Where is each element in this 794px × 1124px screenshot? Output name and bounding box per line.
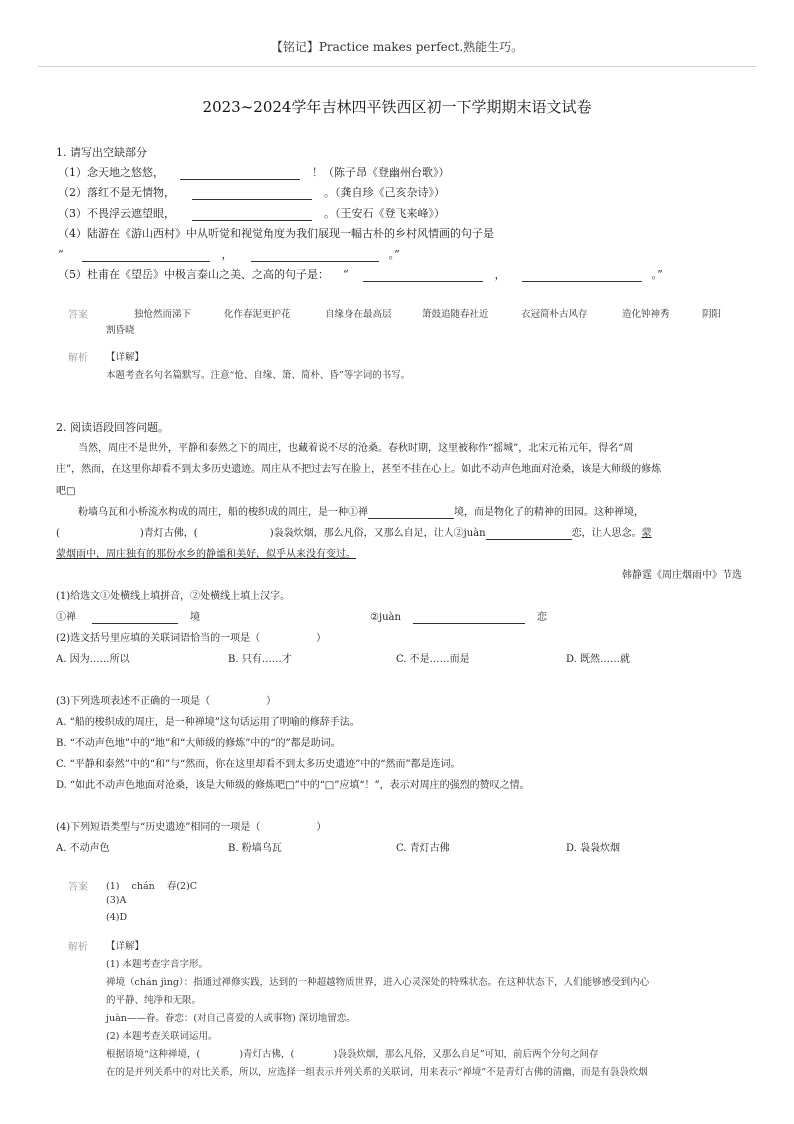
q2-heading: 2. 阅读语段回答问题。	[56, 421, 169, 434]
q1-item-4-blanks	[58, 248, 400, 262]
q2-analysis-line6: 根据语境“这种禅境，( )青灯古佛，( )袅袅炊烟，那么凡俗，又那么自足”可知，前后两个分句之间存	[106, 1049, 599, 1060]
q2-sub3	[56, 695, 276, 708]
q1-item-5-open: “	[343, 268, 349, 281]
q1-item-5-comma: ，	[494, 268, 506, 281]
page-title: 2023~2024学年吉林四平铁西区初一下学期期末语文试卷	[202, 98, 592, 116]
q1-answer-5: 衣冠简朴古风存	[521, 309, 588, 320]
header-divider	[38, 66, 756, 67]
motto-header: 【铭记】Practice makes perfect.熟能生巧。	[270, 40, 524, 54]
q1-analysis-tag: 【详解】	[106, 352, 145, 363]
q1-answer-7: 阴阳	[702, 309, 722, 320]
q2-sub4-close: ）	[316, 822, 327, 833]
q2-sub1-blanks	[56, 611, 200, 624]
q2-analysis-line3: 的平静、纯净和无限。	[106, 995, 202, 1006]
q2-answer-1: (1) chán 春(2)C	[106, 881, 198, 892]
q2-p2-line1b: 境，而是物化了的精神的田园。这种禅境，	[454, 507, 644, 518]
q2-sub3-opt-c[interactable]: C. “平静和泰然”中的“和”与“然而，你在这里却看不到太多历史遗迹”中的“然而”都是连词。	[56, 759, 461, 770]
q2-sub3-text: (3)下列选项表述不正确的一项是（	[56, 696, 211, 707]
q2-analysis-line2: 禅境（chán jìng）：指通过禅修实践，达到的一种超越物质世界，进入心灵深处的特殊状态。在这种状态下，人们能够感受到内心	[106, 977, 650, 988]
q2-sub1-a-pre: ①禅	[56, 612, 76, 623]
q2-p2-line2c: )袅袅炊烟，那么凡俗，又那么自足，让人②juàn	[269, 528, 486, 539]
q1-answer-label: 答案	[68, 310, 88, 321]
q1-answer-6: 造化钟神秀	[622, 309, 670, 320]
q2-sub4-text: (4)下列短语类型与“历史遗迹”相同的一项是（	[56, 822, 261, 833]
q2-p2-line3: 蒙烟雨中，周庄独有的那份水乡的静谧和美好，似乎从来没有变过。	[56, 549, 356, 560]
q2-sub4-opt-d[interactable]: D. 袅袅炊烟	[566, 843, 621, 854]
q2-analysis-tag: 【详解】	[106, 941, 145, 952]
q2-sub1-a-post: 境	[190, 612, 200, 623]
q2-p1-line1: 当然，周庄不是世外，平静和泰然之下的周庄，也藏着说不尽的沧桑。春秋时期，这里被称作“摇城”，北宋元祐元年，得名“周	[78, 443, 634, 454]
q1-analysis-label: 解析	[68, 353, 88, 364]
q1-answer-1: 独怆然而涕下	[134, 309, 192, 320]
q2-sub1-b-post: 恋	[536, 612, 547, 623]
q2-p2-line2b: )青灯古佛，(	[139, 528, 198, 539]
q1-heading: 1. 请写出空缺部分	[56, 146, 147, 159]
q2-p1-line3: 吧□	[56, 486, 76, 497]
q2-sub1-blank-b[interactable]	[413, 612, 525, 624]
q2-analysis-line4: juàn——眷。眷恋：(对自己喜爱的人或事物) 深切地留恋。	[106, 1013, 356, 1024]
q2-sub1-b-pre: ②juàn	[370, 612, 401, 623]
q1-item-3-post: 。（王安石《登飞来峰》）	[324, 207, 445, 220]
q1-item-4: （4）陆游在《游山西村》中从听觉和视觉角度为我们展现一幅古朴的乡村风情画的句子是	[58, 227, 494, 240]
q2-p2-line2d: 恋，让人思念。	[571, 528, 642, 539]
q2-sub4-opt-b[interactable]: B. 粉墙乌瓦	[228, 843, 282, 854]
q2-sub2-opt-a[interactable]: A. 因为……所以	[56, 654, 130, 665]
q2-sub2-text: (2)选文括号里应填的关联词语恰当的一项是（	[56, 633, 261, 644]
q1-item-4-open: “	[58, 248, 64, 261]
q2-blank-1[interactable]	[368, 507, 454, 519]
q2-blank-2[interactable]	[486, 528, 572, 540]
q2-p1-line2: 庄”，然而，在这里你却看不到太多历史遗迹。周庄从不把过去写在脸上，甚至不挂在心上。如此不动声色地面对沧桑，该是大师级的修炼	[56, 464, 662, 475]
q1-blank-5b[interactable]	[522, 269, 642, 282]
q2-p2-line1a: 粉墙乌瓦和小桥流水构成的周庄，船的梭织成的周庄，是一种①禅	[78, 507, 368, 518]
q2-sub4-opt-a[interactable]: A. 不动声色	[56, 843, 110, 854]
q2-p2-line2a: (	[56, 528, 60, 539]
q1-item-2-pre: （2）落红不是无情物，	[58, 186, 175, 199]
q1-blank-4b[interactable]	[251, 249, 379, 262]
q1-item-4-comma: ，	[221, 248, 233, 261]
q2-sub2-opt-d[interactable]: D. 既然……就	[566, 654, 631, 665]
q2-sub3-close: ）	[266, 696, 277, 707]
q2-sub3-opt-b[interactable]: B. “不动声色地”中的“地”和“大师级的修炼”中的“的”都是助词。	[56, 738, 341, 749]
q2-answer-3: (4)D	[106, 912, 128, 923]
q1-blank-2[interactable]	[192, 187, 312, 200]
q1-blank-3[interactable]	[192, 208, 312, 221]
q1-item-1-pre: （1）念天地之悠悠，	[58, 166, 164, 179]
q1-item-4-close: 。”	[388, 248, 400, 261]
q1-item-2-post: 。（龚自珍《己亥杂诗》）	[324, 186, 445, 199]
q2-sub1-blank-a[interactable]	[92, 612, 178, 624]
q1-answer-2: 化作春泥更护花	[224, 309, 291, 320]
q2-sub3-opt-d[interactable]: D. “如此不动声色地面对沧桑，该是大师级的修炼吧□”中的“□”应填“！”，表示对周庄的强烈的赞叹之情。	[56, 780, 530, 791]
q2-sub1: (1)给选文①处横线上填拼音，②处横线上填上汉字。	[56, 591, 291, 602]
q1-item-5	[58, 268, 663, 282]
q1-item-3-pre: （3）不畏浮云遮望眼，	[58, 207, 175, 220]
q2-analysis-line1: (1) 本题考查字音字形。	[106, 959, 208, 970]
q2-sub2-opt-c[interactable]: C. 不是……而是	[396, 654, 470, 665]
q1-item-5-close: 。”	[651, 268, 663, 281]
q1-answer-3: 自缘身在最高层	[325, 309, 392, 320]
q2-sub2	[56, 632, 326, 645]
q1-blank-4a[interactable]	[82, 249, 210, 262]
q2-analysis-line7: 在的是并列关系中的对比关系，所以，应选择一组表示并列关系的关联词，用来表示“禅境”不是青灯古佛的清幽，而是有袅袅炊烟	[106, 1067, 648, 1078]
q2-p2-line2e: 蒙	[641, 528, 652, 539]
q2-source: 韩静霆《周庄烟雨中》节选	[622, 570, 742, 581]
q2-p2-line1	[78, 506, 644, 519]
q2-sub2-close: ）	[316, 633, 327, 644]
q1-item-5-text: （5）杜甫在《望岳》中极言泰山之美、之高的句子是：	[58, 268, 329, 281]
q1-answer-cont: 割昏晓	[106, 325, 135, 336]
q1-blank-5a[interactable]	[363, 269, 483, 282]
q2-p2-line2	[56, 527, 652, 540]
q1-blank-1[interactable]	[180, 167, 300, 180]
q2-sub4	[56, 821, 326, 834]
q2-sub1-b	[370, 611, 547, 624]
q2-answer-label: 答案	[68, 882, 88, 893]
q1-answer-4: 箫鼓追随春社近	[422, 309, 489, 320]
q2-sub4-opt-c[interactable]: C. 青灯古佛	[396, 843, 450, 854]
q2-sub2-opt-b[interactable]: B. 只有……才	[228, 654, 292, 665]
q1-item-2	[58, 186, 445, 200]
q1-item-1-post: ！（陈子昂《登幽州台歌》）	[312, 166, 450, 179]
q2-answer-2: (3)A	[106, 895, 127, 906]
q2-analysis-label: 解析	[68, 942, 88, 953]
q1-analysis-text: 本题考查名句名篇默写。注意“怆、自缘、箫、简朴、昏”等字词的书写。	[106, 370, 411, 381]
q1-item-3	[58, 207, 445, 221]
q2-sub3-opt-a[interactable]: A. “船的梭织成的周庄，是一种禅境”这句话运用了明喻的修辞手法。	[56, 717, 360, 728]
q2-analysis-line5: (2) 本题考查关联词运用。	[106, 1031, 218, 1042]
q1-item-1	[58, 166, 450, 180]
